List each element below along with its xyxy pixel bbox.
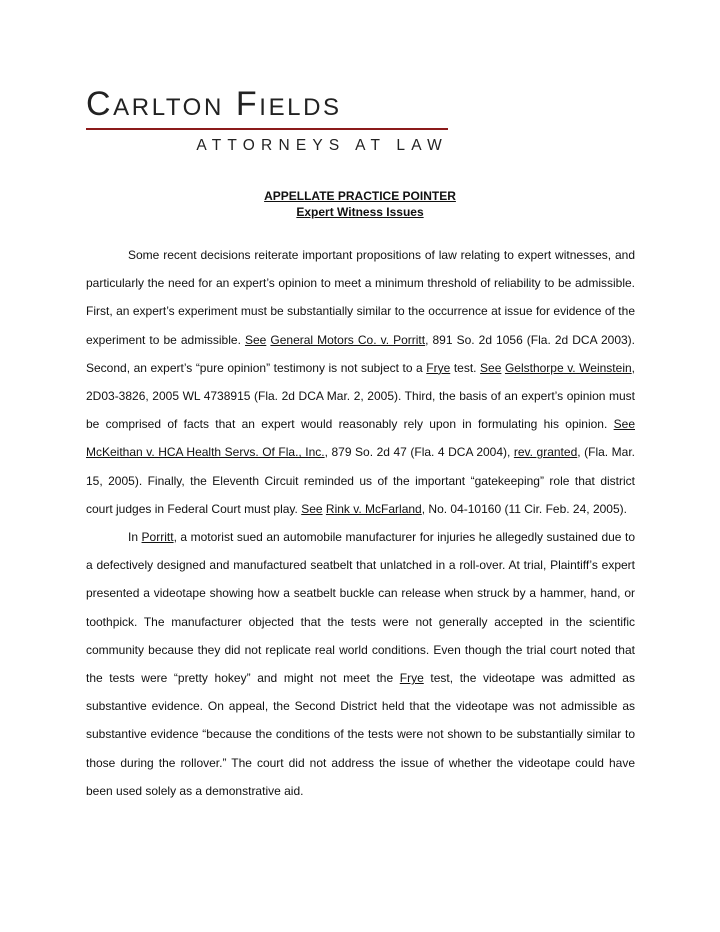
p1-text-4: , 2D03-3826, 2005 WL 4738915 (Fla. 2d DCA Mar. 2, 2005). Third, the basis of an expert’s opinion must be comprised of facts that an expert would reasonably rely upon in formulating his opinion. — [86, 360, 635, 432]
case-cite-frye-2: Frye — [399, 671, 424, 686]
document-subtitle: Expert Witness Issues — [296, 205, 424, 219]
p2-text-3: test, the videotape was admitted as substantive evidence. On appeal, the Second District held that the videotape was not admissible as substantive evidence “because the conditions of the tests were not shown to be substantially similar to those during the rollover.” The court did not address the issue of whether the videotape could have been used solely as a demonstrative aid. — [86, 671, 635, 798]
p1-text-1: Some recent decisions reiterate important propositions of law relating to expert witnesses, and particularly the need for an expert’s opinion to meet a minimum threshold of reliability to be admissible. First, an expert’s experiment must be substantially similar to the occurrence at issue for evidence of the experiment to be admissible. — [86, 248, 635, 347]
document-body — [86, 241, 635, 805]
case-cite-frye-1: Frye — [426, 360, 451, 375]
p1-text-2: , 891 So. 2d 1056 (Fla. 2d DCA 2003). Second, an expert’s “pure opinion” testimony is not subject to a — [86, 332, 636, 375]
p1-text-7: , No. 04-10160 (11 Cir. Feb. 24, 2005). — [421, 501, 627, 516]
case-cite-rink: Rink v. McFarland — [325, 501, 422, 516]
signal-see-4: See — [301, 501, 323, 516]
firm-logo-tagline: ATTORNEYS AT LAW — [196, 137, 448, 154]
paragraph-2 — [86, 523, 635, 805]
firm-logo-name: Carlton Fields — [86, 85, 342, 123]
case-cite-porritt: General Motors Co. v. Porritt — [270, 332, 426, 347]
p1-text-5: , 879 So. 2d 47 (Fla. 4 DCA 2004), — [324, 445, 514, 460]
document-title: APPELLATE PRACTICE POINTER — [264, 189, 456, 203]
case-cite-mckeithan: McKeithan v. HCA Health Servs. Of Fla., Inc. — [86, 445, 325, 460]
signal-see-2: See — [480, 360, 502, 375]
p2-text-1: In — [128, 530, 142, 545]
signal-see-1: See — [244, 332, 267, 347]
signal-see-3: See — [613, 417, 635, 432]
p1-text-6: , (Fla. Mar. 15, 2005). Finally, the Eleventh Circuit reminded us of the important “gatekeeping” role that district court judges in Federal Court must play. — [86, 445, 635, 516]
p2-text-2: , a motorist sued an automobile manufacturer for injuries he allegedly sustained due to a defectively designed and manufactured seatbelt that unlatched in a roll-over. At trial, Plaintiff’s expert presented a videotape showing how a seatbelt buckle can release when struck by a hammer, hand, or toothpick. The manufacturer objected that the tests were not generally accepted in the scientific community because they did not replicate real world conditions. Even though the trial court noted that the tests were “pretty hokey” and might not meet the — [86, 530, 636, 686]
case-cite-porritt-short: Porritt — [141, 530, 174, 545]
case-cite-gelsthorpe: Gelsthorpe v. Weinstein — [504, 360, 632, 375]
p1-text-3: test. — [450, 360, 481, 375]
paragraph-1 — [86, 241, 635, 523]
logo-divider — [86, 128, 448, 130]
rev-granted: rev. granted — [513, 445, 578, 460]
